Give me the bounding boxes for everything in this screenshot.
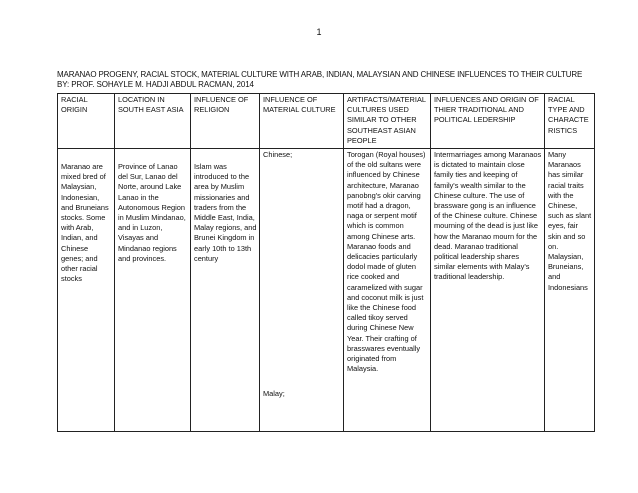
header-racial-type: RACIAL TYPE AND CHARACTERISTICS <box>545 94 595 149</box>
leadership-chinese: Intermarriages among Maranaos is dictated to maintain close family ties and keeping of family's wealth similar to the Chinese culture. The use of brassware gong is an influence of the Chinese culture. Chinese mourning of the dead is just like how the Maranao mourn for the dead. <box>434 150 542 251</box>
header-religion: INFLUENCE OF RELIGION <box>191 94 260 149</box>
page-number: 1 <box>316 27 322 37</box>
religion-text: Islam was introduced to the area by Muslim missionaries and traders from the Middle East, India, Malay regions, and Brunei Kingdom in early 10th to 13th century <box>194 162 257 263</box>
location-cell <box>115 149 191 432</box>
table-row <box>58 149 595 432</box>
material-culture-chinese: Chinese; <box>263 150 293 159</box>
racial-type-malay: Malaysian, Bruneians, and Indonesians <box>548 252 588 292</box>
artifacts-cell <box>344 149 431 432</box>
leadership-cell <box>431 149 545 432</box>
racial-type-chinese: Many Maranaos has similar racial traits with the Chinese, such as slant eyes, fair skin and so on. <box>548 150 592 251</box>
religion-cell <box>191 149 260 432</box>
location-text: Province of Lanao del Sur, Lanao del Norte, around Lake Lanao in the Autonomous Region in Muslim Mindanao, and in Luzon, Visayas and Mindanao regions and provinces. <box>118 162 186 263</box>
table-header-row <box>58 94 595 149</box>
artifacts-malay: Their crafting of brasswares eventually originated from Malaysia. <box>347 333 421 374</box>
leadership-malay: Maranao traditional political leadership shares similar elements with Malay's traditional leadership. <box>434 241 530 282</box>
culture-table <box>57 93 595 432</box>
artifacts-chinese: Torogan (Royal houses) of the old sultans were influenced by Chinese architecture, Maranao panobng's okir carving motif had a dragon, naga or serpent motif which is common among Chinese arts. Maranao foods and delicacies particularly dodol made of gluten rice cooked and caramelized with sugar and coconut milk is just like the Chinese food called tikoy served during Chinese New Year. <box>347 150 426 343</box>
header-racial-origin: RACIAL ORIGIN <box>58 94 115 149</box>
racial-origin-cell <box>58 149 115 432</box>
header-location: LOCATION IN SOUTH EAST ASIA <box>115 94 191 149</box>
material-culture-cell <box>260 149 344 432</box>
racial-type-cell <box>545 149 595 432</box>
document-author: BY: PROF. SOHAYLE M. HADJI ABDUL RACMAN, 2014 <box>57 80 254 89</box>
material-culture-malay: Malay; <box>263 389 285 399</box>
header-material-culture: INFLUENCE OF MATERIAL CULTURE <box>260 94 344 149</box>
document-title: MARANAO PROGENY, RACIAL STOCK, MATERIAL CULTURE WITH ARAB, INDIAN, MALAYSIAN AND CHINESE INFLUENCES TO THEIR CULTURE <box>57 70 583 79</box>
racial-origin-text: Maranao are mixed bred of Malaysian, Indonesian, and Bruneians stocks. Some with Arab, Indian, and Chinese genes; and other racial stocks <box>61 162 109 284</box>
header-artifacts: ARTIFACTS/MATERIAL CULTURES USED SIMILAR TO OTHER SOUTHEAST ASIAN PEOPLE <box>344 94 431 149</box>
header-leadership: INFLUENCES AND ORIGIN OF THIER TRADITIONAL AND POLITICAL LEDERSHIP <box>431 94 545 149</box>
